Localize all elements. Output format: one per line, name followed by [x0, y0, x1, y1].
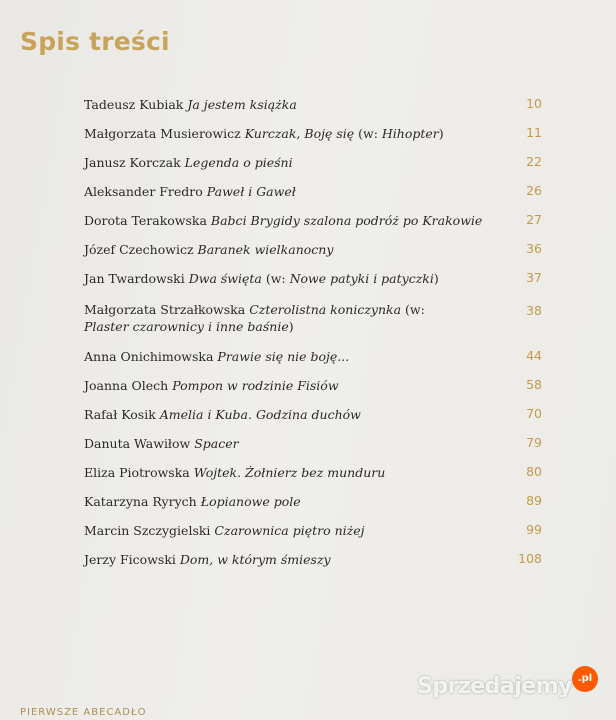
toc-page-number: 89: [526, 493, 542, 508]
toc-title: Legenda o pieśni: [184, 155, 293, 170]
toc-title: Spacer: [194, 436, 239, 451]
toc-author: Anna Onichimowska: [84, 349, 214, 364]
watermark-logo: Sprzedajemy: [417, 674, 572, 699]
toc-page-number: 27: [526, 212, 542, 227]
toc-title: Czterolistna koniczynka: [249, 302, 402, 317]
toc-page-number: 38: [526, 303, 542, 318]
toc-title: Dom, w którym śmieszy: [179, 552, 331, 567]
toc-author: Dorota Terakowska: [84, 213, 207, 228]
toc-source-title: Hihopter: [381, 126, 439, 141]
toc-entry: [84, 435, 484, 452]
toc-page-number: 26: [526, 183, 542, 198]
toc-title: Pompon w rodzinie Fisiów: [172, 378, 339, 393]
toc-entry: [84, 270, 484, 287]
toc-title: Babci Brygidy szalona podróż po Krakowie: [210, 213, 483, 228]
toc-entry: [84, 522, 484, 539]
toc-title: Czarownica piętro niżej: [214, 523, 365, 538]
book-series-footer: PIERWSZE ABECADŁO: [20, 707, 147, 718]
toc-page-number: 11: [526, 125, 542, 140]
toc-author: Jan Twardowski: [84, 271, 185, 286]
toc-page-number: 58: [526, 377, 542, 392]
toc-title: Wojtek. Żołnierz bez munduru: [193, 465, 386, 480]
watermark-badge: .pl: [572, 666, 598, 692]
toc-author: Małgorzata Strzałkowska: [84, 302, 246, 317]
toc-title: Paweł i Gaweł: [206, 184, 296, 199]
toc-entry: [84, 301, 464, 335]
toc-source-prefix: (w:: [401, 302, 425, 317]
toc-title: Prawie się nie boję...: [217, 349, 350, 364]
toc-author: Rafał Kosik: [84, 407, 156, 422]
toc-page-number: 70: [526, 406, 542, 421]
toc-title: Kurczak, Boję się: [244, 126, 355, 141]
toc-author: Tadeusz Kubiak: [84, 97, 184, 112]
toc-entry: [84, 183, 484, 200]
toc-page-number: 22: [526, 154, 542, 169]
toc-author: Joanna Olech: [84, 378, 169, 393]
toc-author: Katarzyna Ryrych: [84, 494, 197, 509]
toc-source-suffix: ): [438, 126, 444, 141]
toc-author: Małgorzata Musierowicz: [84, 126, 241, 141]
toc-title: Dwa święta: [188, 271, 262, 286]
toc-source-prefix: (w:: [354, 126, 382, 141]
toc-title: Amelia i Kuba. Godzina duchów: [159, 407, 361, 422]
toc-entry: [84, 464, 484, 481]
toc-page-number: 108: [518, 551, 542, 566]
toc-author: Danuta Wawiłow: [84, 436, 191, 451]
toc-author: Józef Czechowicz: [84, 242, 194, 257]
toc-entry: [84, 348, 484, 365]
toc-page-number: 37: [526, 270, 542, 285]
toc-entry: [84, 212, 484, 229]
toc-entry: [84, 406, 484, 423]
toc-author: Eliza Piotrowska: [84, 465, 190, 480]
toc-source-suffix: ): [288, 319, 294, 334]
toc-entry: [84, 241, 484, 258]
toc-source-prefix: (w:: [261, 271, 290, 286]
toc-page-number: 99: [526, 522, 542, 537]
toc-page-number: 44: [526, 348, 542, 363]
toc-page-number: 10: [526, 96, 542, 111]
toc-page-number: 80: [526, 464, 542, 479]
toc-entry: [84, 493, 484, 510]
page-title: Spis treści: [20, 27, 170, 56]
toc-author: Marcin Szczygielski: [84, 523, 211, 538]
toc-page-number: 79: [526, 435, 542, 450]
toc-source-suffix: ): [433, 271, 439, 286]
toc-source-title: Plaster czarownicy i inne baśnie: [84, 319, 289, 334]
toc-title: Baranek wielkanocny: [197, 242, 334, 257]
toc-author: Aleksander Fredro: [84, 184, 203, 199]
toc-title: Ja jestem książka: [187, 97, 297, 112]
toc-author: Jerzy Ficowski: [84, 552, 176, 567]
toc-title: Łopianowe pole: [200, 494, 301, 509]
toc-entry: [84, 377, 484, 394]
toc-entry: [84, 551, 484, 568]
toc-author: Janusz Korczak: [84, 155, 181, 170]
toc-source-title: Nowe patyki i patyczki: [289, 271, 434, 286]
toc-page-number: 36: [526, 241, 542, 256]
toc-entry: [84, 96, 484, 113]
toc-entry: [84, 125, 484, 142]
toc-entry: [84, 154, 484, 171]
